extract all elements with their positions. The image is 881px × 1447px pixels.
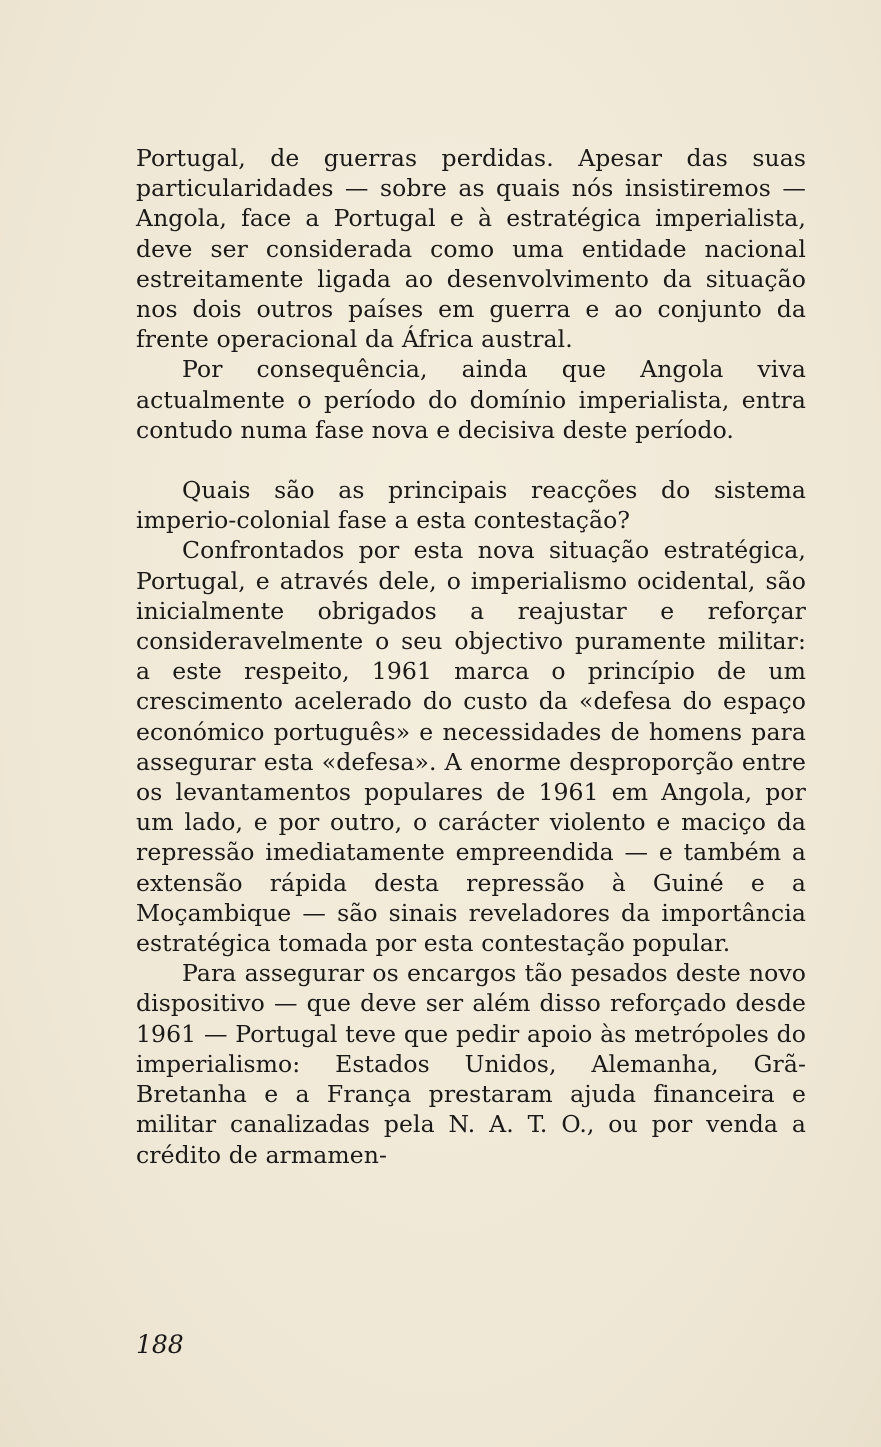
paragraph-consequence: Por consequência, ainda que Angola viva actualmente o período do domínio imperialista, entra contudo numa fase nova e decisiva deste período.: [136, 355, 806, 444]
page-number: 188: [136, 1330, 184, 1359]
body-text: [136, 143, 806, 1170]
paragraph-continuation: Portugal, de guerras perdidas. Apesar das suas particularidades — sobre as quais nós insistiremos — Angola, face a Portugal e à estratégica imperialista, deve ser considerada como uma entidade nacional estreitamente ligada ao desenvolvimento da situação nos dois outros países em guerra e ao conjunto da frente operacional da África austral.: [136, 144, 806, 354]
paragraph-confrontation: Confrontados por esta nova situação estratégica, Portugal, e através dele, o imperialismo ocidental, são inicialmente obrigados a reajustar e reforçar consideravelmente o seu objectivo puramente militar: a este respeito, 1961 marca o princípio de um crescimento acelerado do custo da «defesa do espaço económico português» e necessidades de homens para assegurar esta «defesa». A enorme desproporção entre os levantamentos populares de 1961 em Angola, por um lado, e por outro, o carácter violento e maciço da repressão imediatamente empreendida — e também a extensão rápida desta repressão à Guiné e a Moçambique — são sinais reveladores da importância estratégica tomada por esta contestação popular.: [136, 536, 806, 958]
paragraph-support: Para assegurar os encargos tão pesados deste novo dispositivo — que deve ser além disso reforçado desde 1961 — Portugal teve que pedir apoio às metrópoles do imperialismo: Estados Unidos, Alemanha, Grã-Bretanha e a França prestaram ajuda financeira e militar canalizadas pela N. A. T. O., ou por venda a crédito de armamen-: [136, 959, 806, 1169]
paragraph-question: Quais são as principais reacções do sistema imperio-colonial fase a esta contestação?: [136, 476, 806, 535]
